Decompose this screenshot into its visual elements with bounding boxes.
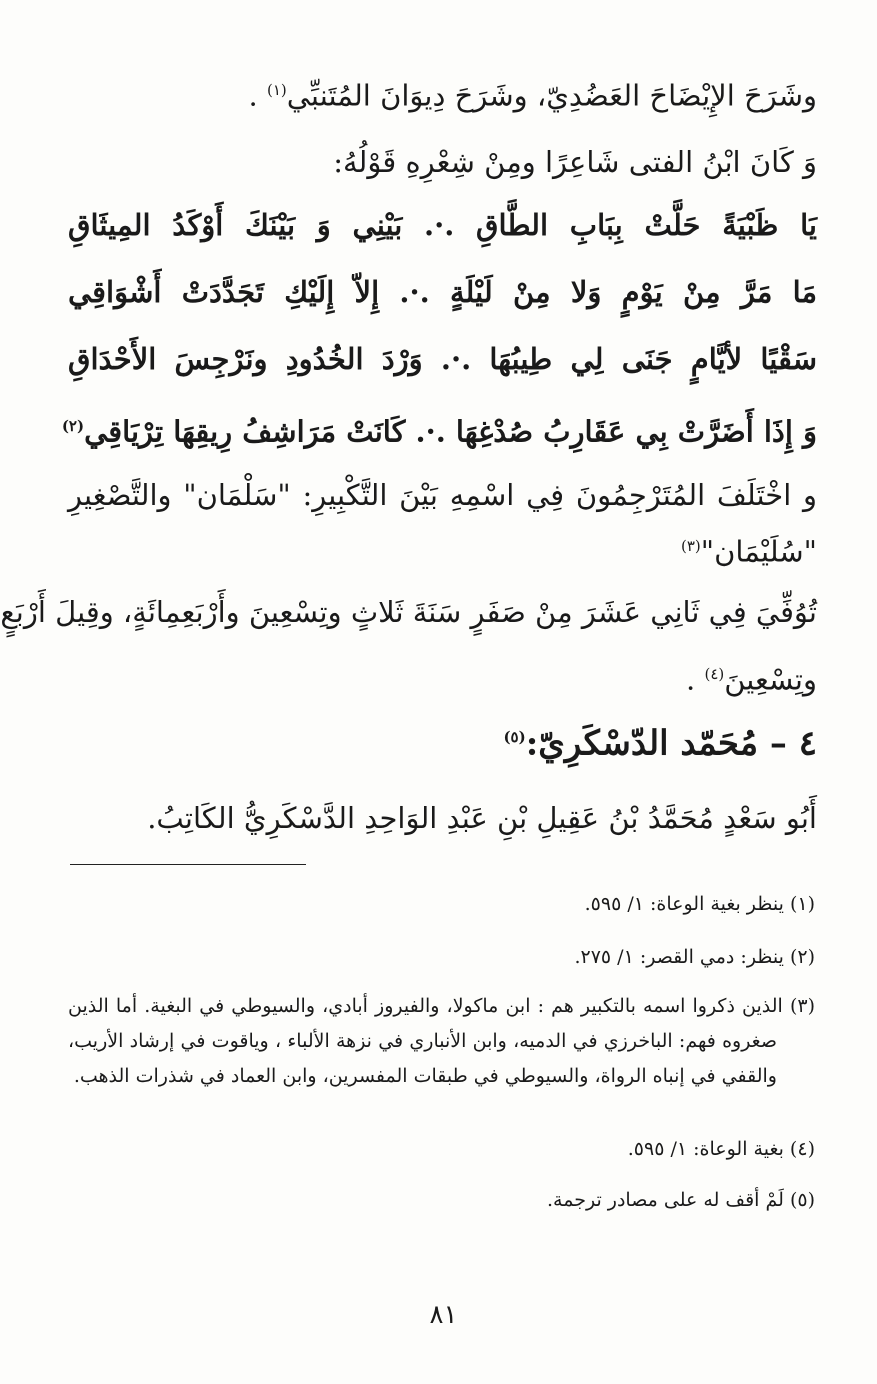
text-line-1-content: وشَرَحَ الإِيْضَاحَ العَضُدِيّ، وشَرَحَ دِيوَانَ المُتَنبِّي [286, 78, 817, 113]
verse-3: سَقْيًا لأيَّامٍ جَنَى لِي طِيبُهَا .·. وَرْدَ الخُدُودِ ونَرْجِسَ الأَحْدَاقِ [68, 342, 817, 376]
footnote-3-line-2: صغروه فهم: الباخرزي في الدميه، وابن الأنباري في نزهة الألباء ، وياقوت في إرشاد الأريب، [68, 1030, 777, 1052]
text-line-6-content: وتِسْعِينَ [724, 662, 817, 697]
footnote-1: (١) ينظر بغية الوعاة: ١/ ٥٩٥. [584, 893, 815, 915]
footnote-4: (٤) بغية الوعاة: ١/ ٥٩٥. [627, 1138, 815, 1160]
page-number: ٨١ [429, 1300, 458, 1330]
footnote-ref-3: (٣) [680, 537, 701, 555]
footnote-2: (٢) ينظر: دمي القصر: ١/ ٢٧٥. [574, 946, 815, 968]
text-line-1 [68, 68, 817, 118]
text-line-5: تُوُفِّيَ فِي ثَانِي عَشَرَ مِنْ صَفَرٍ سَنَةَ ثَلاثٍ وتِسْعِينَ وأَرْبَعِمِائَةٍ، وقِيلَ أَرْبَعٍ [0, 595, 817, 629]
footnote-ref-2: (٢) [61, 417, 85, 435]
text-line-4-content: "سُلَيْمَان" [700, 534, 817, 569]
footnote-3-line-3: والقفي في إنباه الرواة، والسيوطي في طبقات المفسرين، وابن العماد في شذرات الذهب. [73, 1065, 777, 1087]
text-line-6 [68, 652, 817, 702]
footnote-ref-4: (٤) [704, 665, 725, 683]
text-line-6-end: . [686, 662, 696, 697]
verse-2: مَا مَرَّ مِنْ يَوْمٍ وَلا مِنْ لَيْلَةٍ .·. إِلاّ إِلَيْكِ تَجَدَّدَتْ أَشْوَاقِي [68, 275, 817, 309]
section-heading [68, 715, 817, 765]
footnote-ref-1: (١) [266, 81, 287, 99]
verse-1: يَا ظَبْيَةً حَلَّتْ بِبَابِ الطَّاقِ .·. بَيْنِي وَ بَيْنَكَ أَوْكَدُ المِيثَاقِ [68, 208, 817, 242]
verse-4 [61, 404, 817, 454]
section-heading-text: ٤ – مُحَمّد الدّسْكَرِيّ: [525, 723, 817, 764]
text-line-1-end: . [248, 78, 258, 113]
footnote-ref-5: (٥) [503, 728, 526, 746]
text-line-3: و اخْتَلَفَ المُتَرْجِمُونَ فِي اسْمِهِ بَيْنَ التَّكْبِيرِ: "سَلْمَان" والتَّصْغِيرِ [68, 478, 817, 512]
footnote-5: (٥) لَمْ أقف له على مصادر ترجمة. [547, 1189, 815, 1211]
footnote-separator [70, 864, 306, 865]
footnote-3-line-1: (٣) الذين ذكروا اسمه بالتكبير هم : ابن ماكولا، والفيروز أبادي، والسيوطي في البغية. أما الذين [68, 995, 815, 1017]
text-line-7: أَبُو سَعْدٍ مُحَمَّدُ بْنُ عَقِيلِ بْنِ عَبْدِ الوَاحِدِ الدَّسْكَرِيُّ الكَاتِبُ. [147, 801, 817, 835]
text-line-2: وَ كَانَ ابْنُ الفتى شَاعِرًا ومِنْ شِعْرِهِ قَوْلُهُ: [333, 145, 817, 179]
text-line-4 [68, 524, 817, 574]
verse-4-content: وَ إِذَا أَضَرَّتْ بِي عَقَارِبُ صُدْغِهَا .·. كَانَتْ مَرَاشِفُ رِيقِهَا تِرْيَاقِي [84, 414, 817, 449]
